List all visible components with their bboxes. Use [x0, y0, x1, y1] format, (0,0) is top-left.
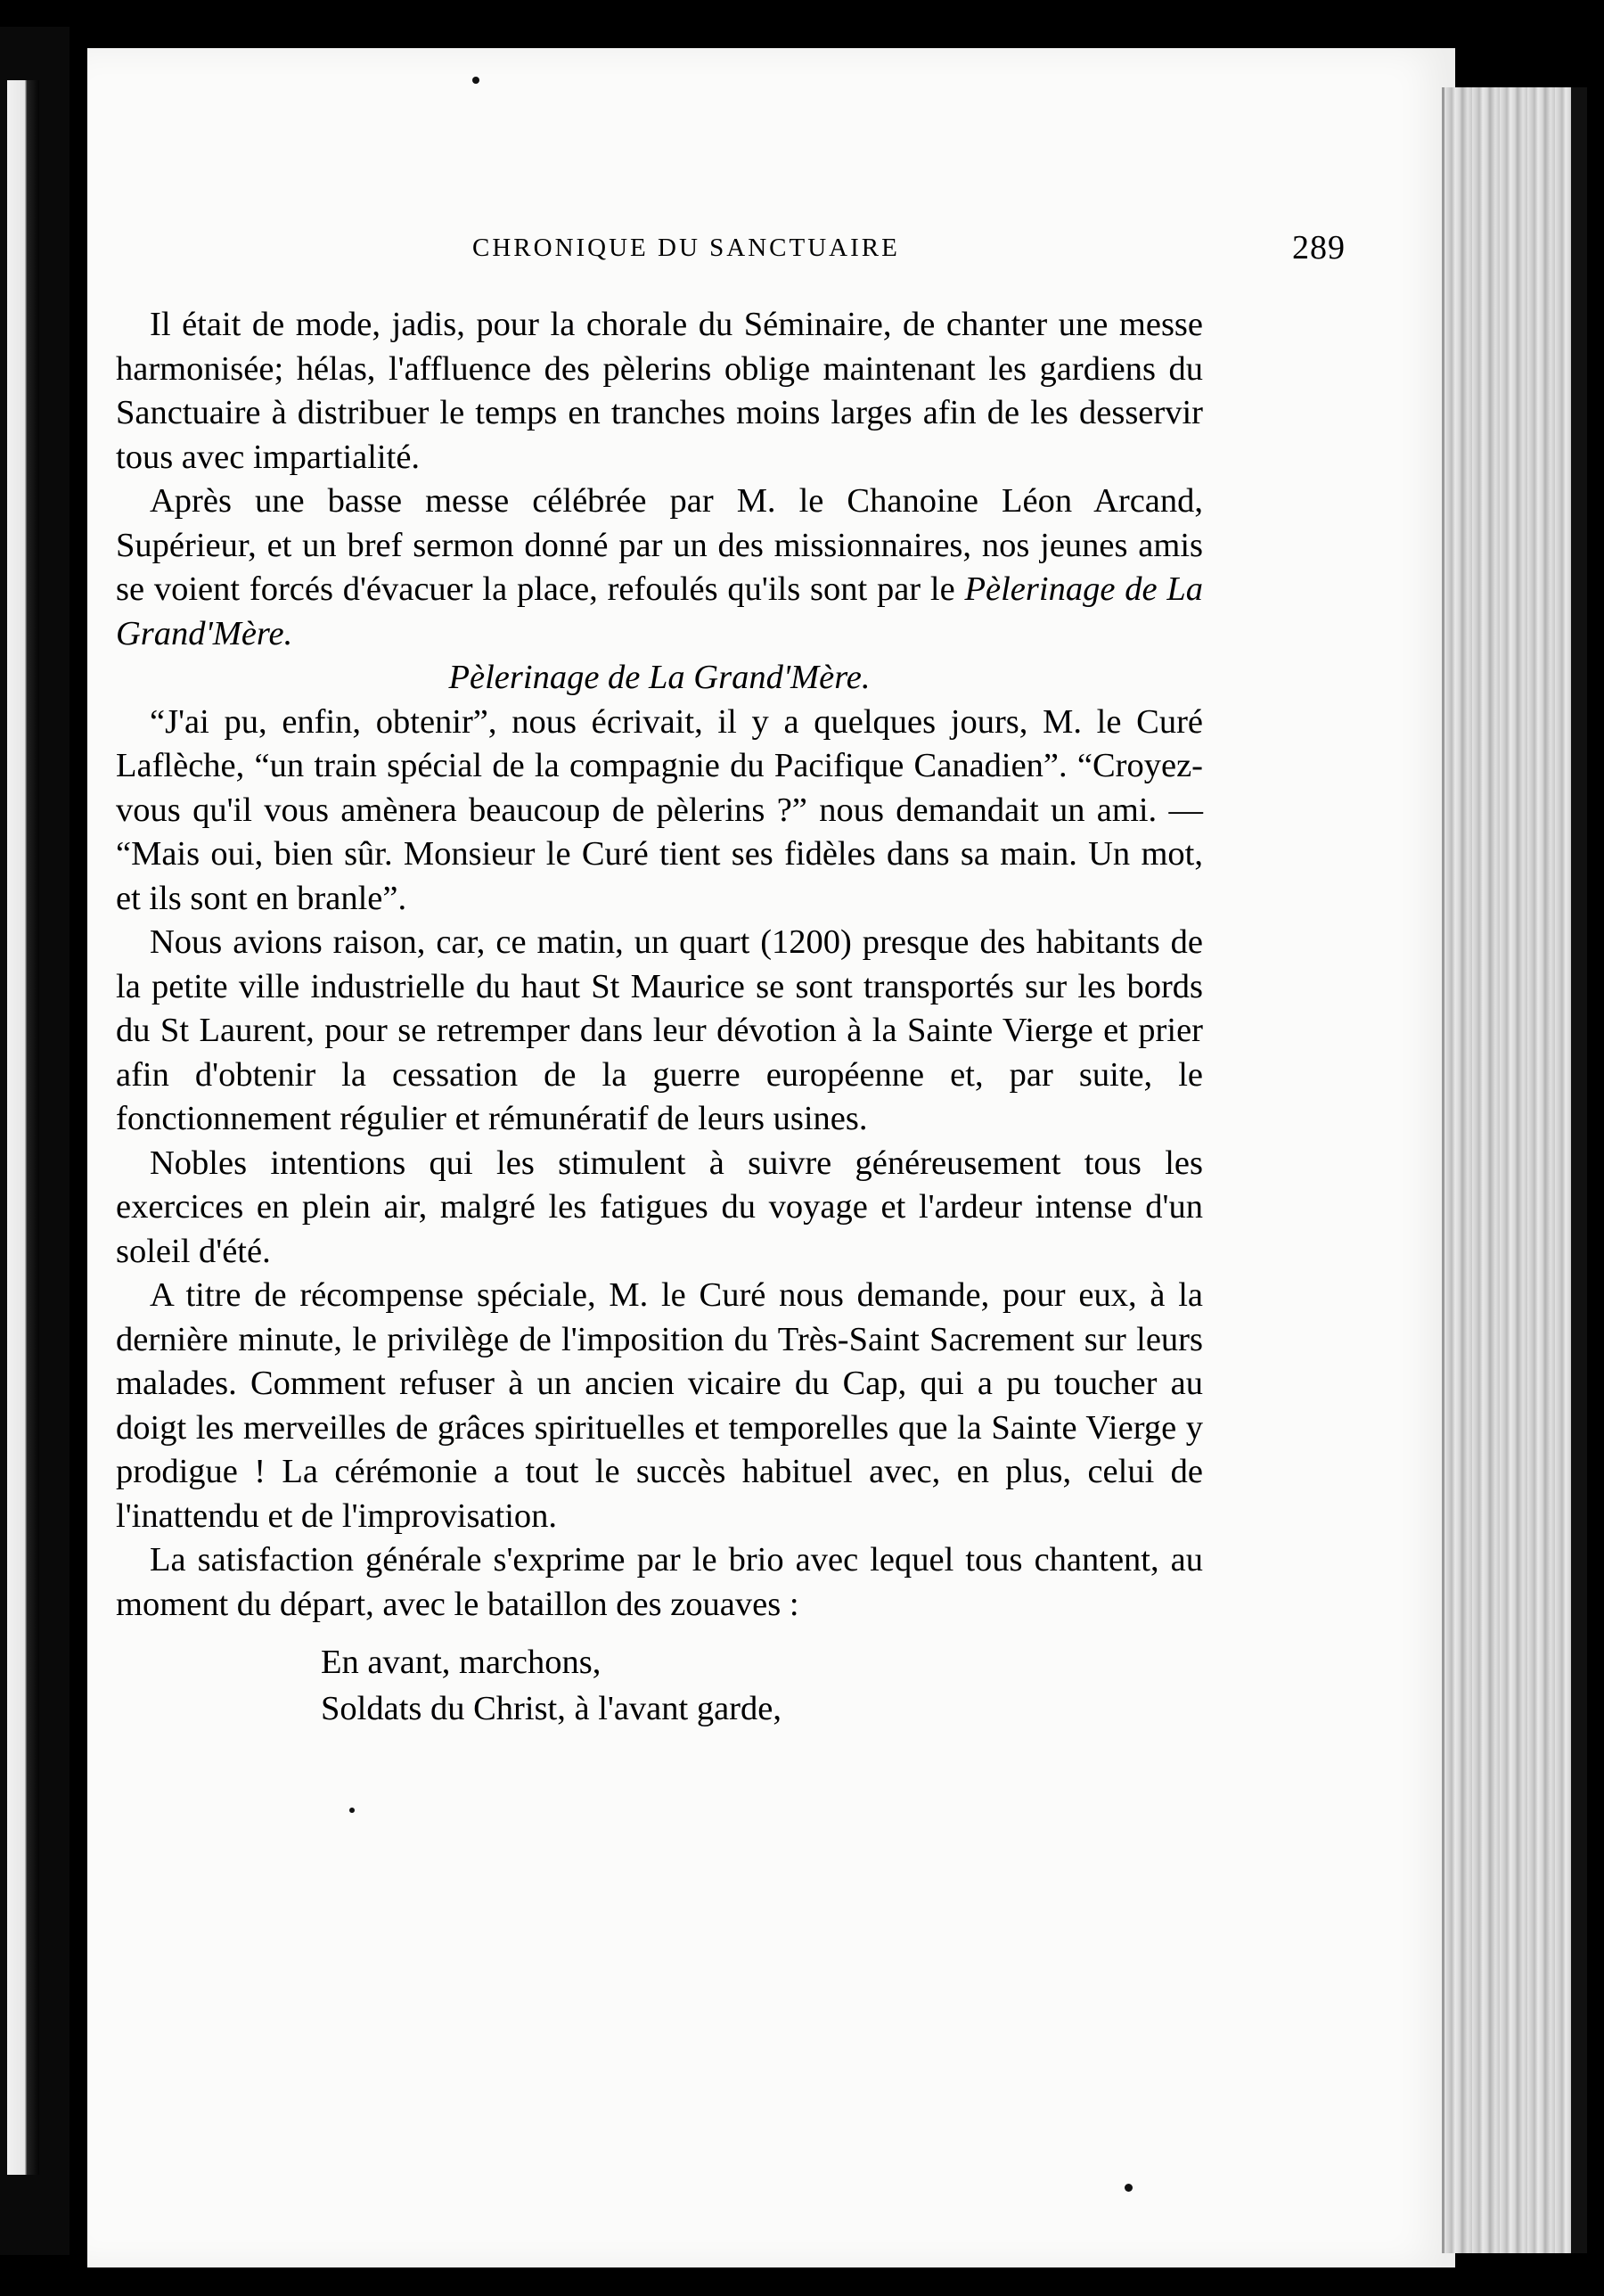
paragraph-7: La satisfaction générale s'exprime par le brio avec lequel tous chantent, au moment du départ, avec le bataillon des zouaves :: [116, 1541, 1203, 1623]
section-heading: Pèlerinage de La Grand'Mère.: [448, 659, 871, 696]
verse-line-2: Soldats du Christ, à l'avant garde,: [321, 1690, 782, 1727]
paragraph-2-text: Après une basse messe célébrée par M. le Chanoine Léon Arcand, Supérieur, et un bref sermon donné par un des missionnaires, nos jeunes amis se voient forcés d'évacuer la place, refoulés qu'ils sont par le: [116, 482, 1203, 608]
running-head: [374, 228, 1346, 273]
running-title: CHRONIQUE DU SANCTUAIRE: [472, 234, 900, 262]
body-text: [116, 303, 1203, 1732]
paragraph-4: Nous avions raison, car, ce matin, un quart (1200) presque des habitants de la petite ville industrielle du haut St Maurice se sont transportés sur les bords du St Laurent, pour se retremper dans leur dévotion à la Sainte Vierge et prier afin d'obtenir la cessation de la guerre européenne et, par suite, le fonctionnement régulier et rémunératif de leurs usines.: [116, 923, 1203, 1137]
left-page-edge: [7, 80, 39, 2175]
dust-speck: [349, 1808, 355, 1813]
dust-speck: [1125, 2184, 1133, 2192]
page-number: 289: [1292, 229, 1346, 266]
page-stack-edges: [1442, 87, 1587, 2253]
paragraph-6: A titre de récompense spéciale, M. le Curé nous demande, pour eux, à la dernière minute, le privilège de l'imposition du Très-Saint Sacrement sur leurs malades. Comment refuser à un ancien vicaire du Cap, qui a pu toucher au doigt les merveilles de grâces spirituelles et temporelles que la Sainte Vierge y prodigue ! La cérémonie a tout le succès habituel avec, en plus, celui de l'inattendu et de l'improvisation.: [116, 1276, 1203, 1535]
verse: [321, 1639, 1203, 1732]
paragraph-2-italic: Pèlerinage de La Grand'Mère.: [116, 570, 1203, 652]
paragraph-2: [116, 480, 1203, 656]
paragraph-1: Il était de mode, jadis, pour la chorale du Séminaire, de chanter une messe harmonisée; hélas, l'affluence des pèlerins oblige maintenant les gardiens du Sanctuaire à distribuer le temps en tranches moins larges afin de les desservir tous avec impartialité.: [116, 306, 1203, 476]
paragraph-5: Nobles intentions qui les stimulent à suivre généreusement tous les exercices en plein air, malgré les fatigues du voyage et l'ardeur intense d'un soleil d'été.: [116, 1144, 1203, 1270]
left-book-edge: [0, 27, 70, 2255]
verse-line-1: En avant, marchons,: [321, 1644, 602, 1681]
dust-speck: [472, 77, 479, 84]
paragraph-3: “J'ai pu, enfin, obtenir”, nous écrivait, il y a quelques jours, M. le Curé Laflèche, “un train spécial de la compagnie du Pacifique Canadien”. “Croyez-vous qu'il vous amènera beaucoup de pèlerins ?” nous demandait un ami. — “Mais oui, bien sûr. Monsieur le Curé tient ses fidèles dans sa main. Un mot, et ils sont en branle”.: [116, 702, 1203, 917]
